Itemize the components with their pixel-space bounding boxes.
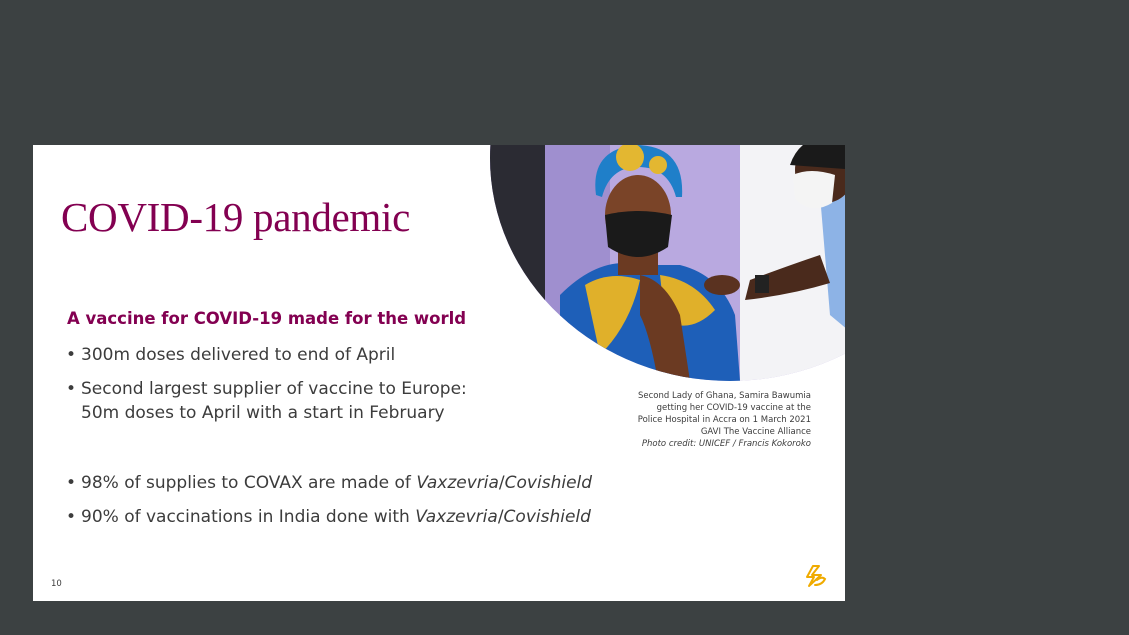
covishield-name: Covishield xyxy=(503,507,591,527)
photo-credit: Photo credit: UNICEF / Francis Kokoroko xyxy=(641,439,811,449)
covishield-name: Covishield xyxy=(504,473,593,493)
caption-line: GAVI The Vaccine Alliance xyxy=(700,427,811,437)
slide-subheading: A vaccine for COVID-19 made for the world xyxy=(67,309,467,328)
bullet-doses-delivered: • 300m doses delivered to end of April xyxy=(63,343,483,367)
caption-line: Second Lady of Ghana, Samira Bawumia xyxy=(637,391,811,401)
caption-line: Police Hospital in Accra on 1 March 2021 xyxy=(637,415,811,425)
bullet-covax-text: 98% of supplies to COVAX are made of xyxy=(81,473,417,493)
slide xyxy=(33,145,845,601)
secondary-bullet-list xyxy=(63,471,623,539)
bullet-europe-supplier: • Second largest supplier of vaccine to Europe: 50m doses to April with a start in February xyxy=(63,377,483,425)
slide-title: COVID-19 pandemic xyxy=(61,194,411,240)
vaxzevria-name: Vaxzevria xyxy=(415,507,498,527)
bullet-india-text: 90% of vaccinations in India done with xyxy=(81,507,416,527)
astrazeneca-logo-icon xyxy=(803,563,829,589)
page-number: 10 xyxy=(51,579,62,589)
vaccination-photo-illustration xyxy=(490,145,845,381)
bullet-covax-supplies xyxy=(63,471,623,495)
photo-caption xyxy=(601,390,811,450)
vaccination-photo xyxy=(490,145,845,381)
vaxzevria-name: Vaxzevria xyxy=(416,473,499,493)
bullet-india-vaccinations xyxy=(63,505,623,529)
name-separator: / xyxy=(497,507,504,527)
name-separator: / xyxy=(498,473,505,493)
caption-line: getting her COVID-19 vaccine at the xyxy=(656,403,811,413)
primary-bullet-list xyxy=(63,343,483,435)
